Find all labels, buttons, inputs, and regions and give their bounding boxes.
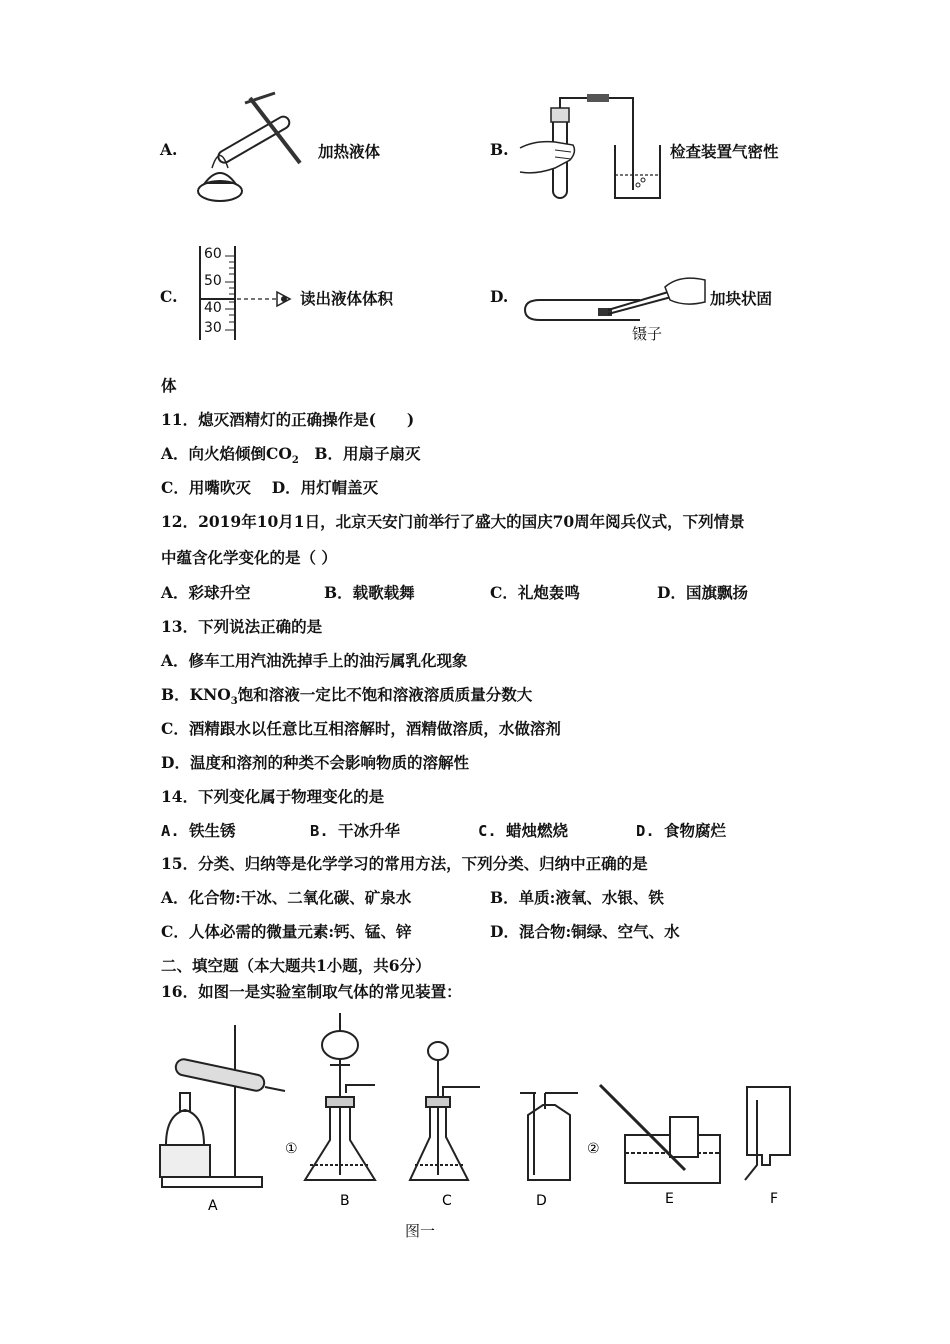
q13-option-b <box>161 683 532 707</box>
option-b-caption: 检查装置气密性 <box>670 142 779 161</box>
q13-option-b-prefix: B．KNO <box>161 685 231 704</box>
apparatus-c <box>410 1042 480 1180</box>
marker-2: ② <box>587 1141 600 1157</box>
label-b: B <box>340 1193 350 1209</box>
option-d-letter: D. <box>490 287 509 306</box>
q13-option-c: C．酒精跟水以任意比互相溶解时，酒精做溶质，水做溶剂 <box>161 719 561 738</box>
apparatus-b <box>305 1013 375 1180</box>
question-12-stem-line2: 中蕴含化学变化的是（ ） <box>161 548 337 567</box>
q14-option-c: C. 蜡烛燃烧 <box>478 822 568 840</box>
question-11-options-line1 <box>161 442 420 466</box>
apparatus-d <box>520 1093 578 1180</box>
q13-subscript: 3 <box>230 696 238 708</box>
option-a-caption: 加热液体 <box>318 142 381 161</box>
question-11-stem: 11．熄灭酒精灯的正确操作是( ) <box>161 410 415 429</box>
q13-option-b-text: 饱和溶液一定比不饱和溶液溶质质量分数大 <box>237 685 533 704</box>
tweezers-label: 镊子 <box>632 325 663 343</box>
q14-option-b: B. 干冰升华 <box>310 822 400 840</box>
q15-option-d: D．混合物:铜绿、空气、水 <box>490 922 680 941</box>
apparatus-a <box>160 1025 285 1187</box>
question-13-stem: 13．下列说法正确的是 <box>161 617 323 636</box>
q12-option-a: A．彩球升空 <box>161 583 251 602</box>
q13-option-a: A．修车工用汽油洗掉手上的油污属乳化现象 <box>161 651 468 670</box>
q11-subscript: 2 <box>291 455 299 467</box>
question-15-stem: 15．分类、归纳等是化学学习的常用方法，下列分类、归纳中正确的是 <box>161 854 648 873</box>
label-f: F <box>770 1191 779 1207</box>
apparatus-e <box>600 1085 720 1183</box>
section-2-title: 二、填空题（本大题共1小题，共6分） <box>161 956 431 975</box>
airtightness-check-illustration <box>515 90 670 202</box>
q12-option-d: D．国旗飘扬 <box>657 583 748 602</box>
label-e: E <box>665 1191 674 1207</box>
q11-option-a: A．向火焰倾倒CO <box>161 444 292 463</box>
apparatus-f <box>745 1087 790 1180</box>
option-a-letter: A. <box>160 140 178 159</box>
q15-option-a: A．化合物:干冰、二氧化碳、矿泉水 <box>161 888 412 907</box>
label-c: C <box>442 1193 452 1209</box>
option-c-caption: 读出液体体积 <box>300 289 394 308</box>
label-d: D <box>536 1193 547 1209</box>
marker-1: ① <box>285 1141 298 1157</box>
q14-option-d: D. 食物腐烂 <box>636 822 726 840</box>
question-14-stem: 14．下列变化属于物理变化的是 <box>161 787 385 806</box>
figure-1-apparatus <box>150 1005 810 1220</box>
question-12-stem-line1: 12．2019年10月1日，北京天安门前举行了盛大的国庆70周年阅兵仪式，下列情景 <box>161 512 745 531</box>
q15-option-c: C．人体必需的微量元素:钙、锰、锌 <box>161 922 412 941</box>
option-d-caption-wrap: 体 <box>161 376 177 395</box>
tweezers-solid-illustration <box>520 272 710 328</box>
q13-option-d: D．温度和溶剂的种类不会影响物质的溶解性 <box>161 753 469 772</box>
question-16-stem: 16．如图一是实验室制取气体的常见装置： <box>161 982 462 1001</box>
heating-liquid-illustration <box>190 88 315 208</box>
q12-option-b: B．载歌载舞 <box>324 583 415 602</box>
scale-label-30: 30 <box>204 320 222 336</box>
q14-option-a: A. 铁生锈 <box>161 822 236 840</box>
label-a: A <box>208 1198 218 1214</box>
scale-label-40: 40 <box>204 300 222 316</box>
q12-option-c: C．礼炮轰鸣 <box>490 583 580 602</box>
scale-label-60: 60 <box>204 246 222 262</box>
q11-option-b: B．用扇子扇灭 <box>298 444 421 463</box>
scale-label-50: 50 <box>204 273 222 289</box>
figure-1-caption: 图一 <box>405 1222 436 1240</box>
option-d-caption: 加块状固 <box>710 289 773 308</box>
question-11-options-line2: C．用嘴吹灭 D．用灯帽盖灭 <box>161 478 379 497</box>
option-c-letter: C. <box>160 287 178 306</box>
option-b-letter: B. <box>490 140 509 159</box>
q15-option-b: B．单质:液氧、水银、铁 <box>490 888 664 907</box>
